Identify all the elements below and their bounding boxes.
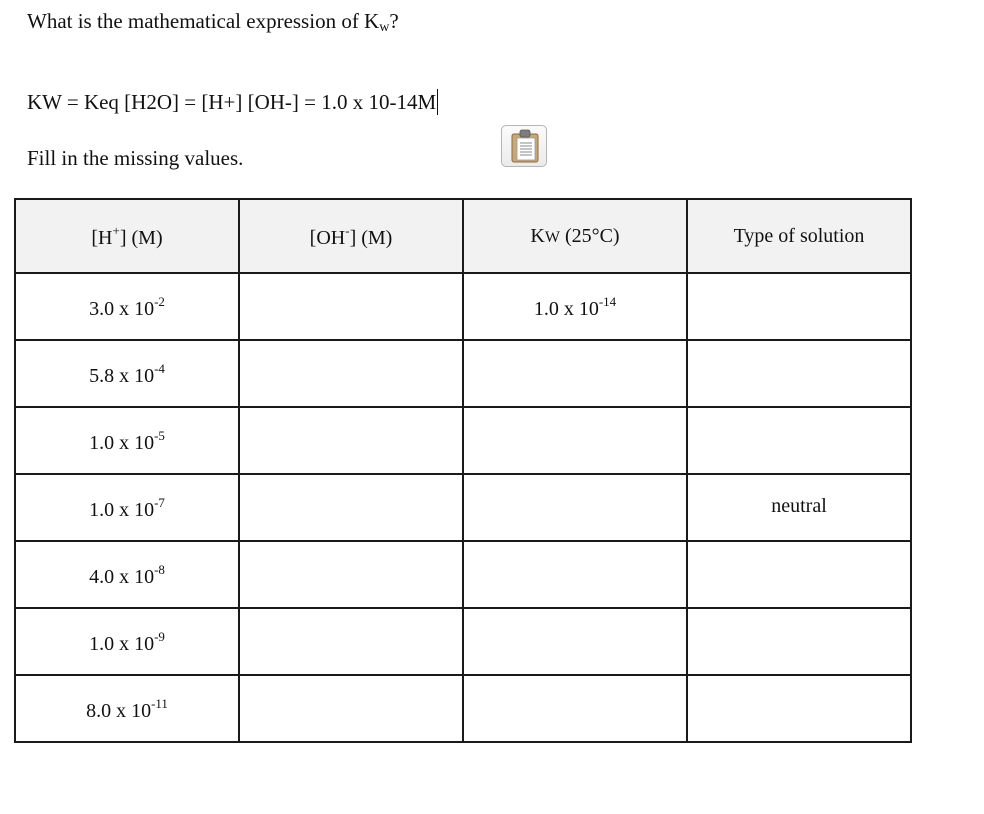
solution-type-cell[interactable] [687, 541, 911, 608]
h-concentration-cell[interactable]: 5.8 x $10^{-4}$ [15, 340, 239, 407]
oh-concentration-cell[interactable] [239, 608, 463, 675]
table-row [15, 340, 911, 407]
kw-cell[interactable]: 1.0 x $10^{-14}$ [463, 273, 687, 340]
h-concentration-cell[interactable]: 3.0 x $10^{-2}$ [15, 273, 239, 340]
oh-concentration-cell[interactable] [239, 474, 463, 541]
clipboard-icon [510, 129, 540, 163]
oh-concentration-cell[interactable] [239, 407, 463, 474]
question-text [27, 6, 399, 43]
kw-cell[interactable] [463, 675, 687, 742]
text-cursor [437, 89, 438, 115]
table-row [15, 675, 911, 742]
table-row [15, 541, 911, 608]
kw-cell[interactable] [463, 340, 687, 407]
h-concentration-cell[interactable]: 1.0 x $10^{-7}$ [15, 474, 239, 541]
table-row [15, 273, 911, 340]
solution-type-cell[interactable] [687, 407, 911, 474]
h-concentration-cell[interactable]: 8.0 x $10^{-11}$ [15, 675, 239, 742]
header-solution-type: Type of solution [687, 199, 911, 273]
question-prefix: What is the mathematical expression of K [27, 9, 380, 33]
solution-type-cell[interactable] [687, 273, 911, 340]
kw-cell[interactable] [463, 407, 687, 474]
h-concentration-cell[interactable]: 1.0 x $10^{-5}$ [15, 407, 239, 474]
oh-concentration-cell[interactable] [239, 675, 463, 742]
solution-type-cell[interactable]: neutral [687, 474, 911, 541]
oh-concentration-cell[interactable] [239, 273, 463, 340]
data-table [14, 198, 912, 743]
kw-cell[interactable] [463, 608, 687, 675]
solution-type-cell[interactable] [687, 340, 911, 407]
table-header-row [15, 199, 911, 273]
instruction-text: Fill in the missing values. [27, 146, 244, 170]
table-row [15, 608, 911, 675]
oh-concentration-cell[interactable] [239, 340, 463, 407]
kw-cell[interactable] [463, 474, 687, 541]
question-suffix: ? [389, 9, 399, 33]
oh-concentration-cell[interactable] [239, 541, 463, 608]
answer-input[interactable] [27, 87, 438, 117]
question-subscript: w [379, 20, 390, 35]
h-concentration-cell[interactable]: 1.0 x $10^{-9}$ [15, 608, 239, 675]
table-row [15, 474, 911, 541]
paste-button[interactable] [501, 125, 547, 167]
solution-type-cell[interactable] [687, 675, 911, 742]
answer-text: KW = Keq [H2O] = [H+] [OH-] = 1.0 x 10-14M [27, 90, 437, 114]
table-row [15, 407, 911, 474]
header-oh-concentration: [OH-] (M) [239, 199, 463, 273]
kw-cell[interactable] [463, 541, 687, 608]
header-kw: KW (25°C) [463, 199, 687, 273]
h-concentration-cell[interactable]: 4.0 x $10^{-8}$ [15, 541, 239, 608]
solution-type-cell[interactable] [687, 608, 911, 675]
header-h-concentration: [H+] (M) [15, 199, 239, 273]
